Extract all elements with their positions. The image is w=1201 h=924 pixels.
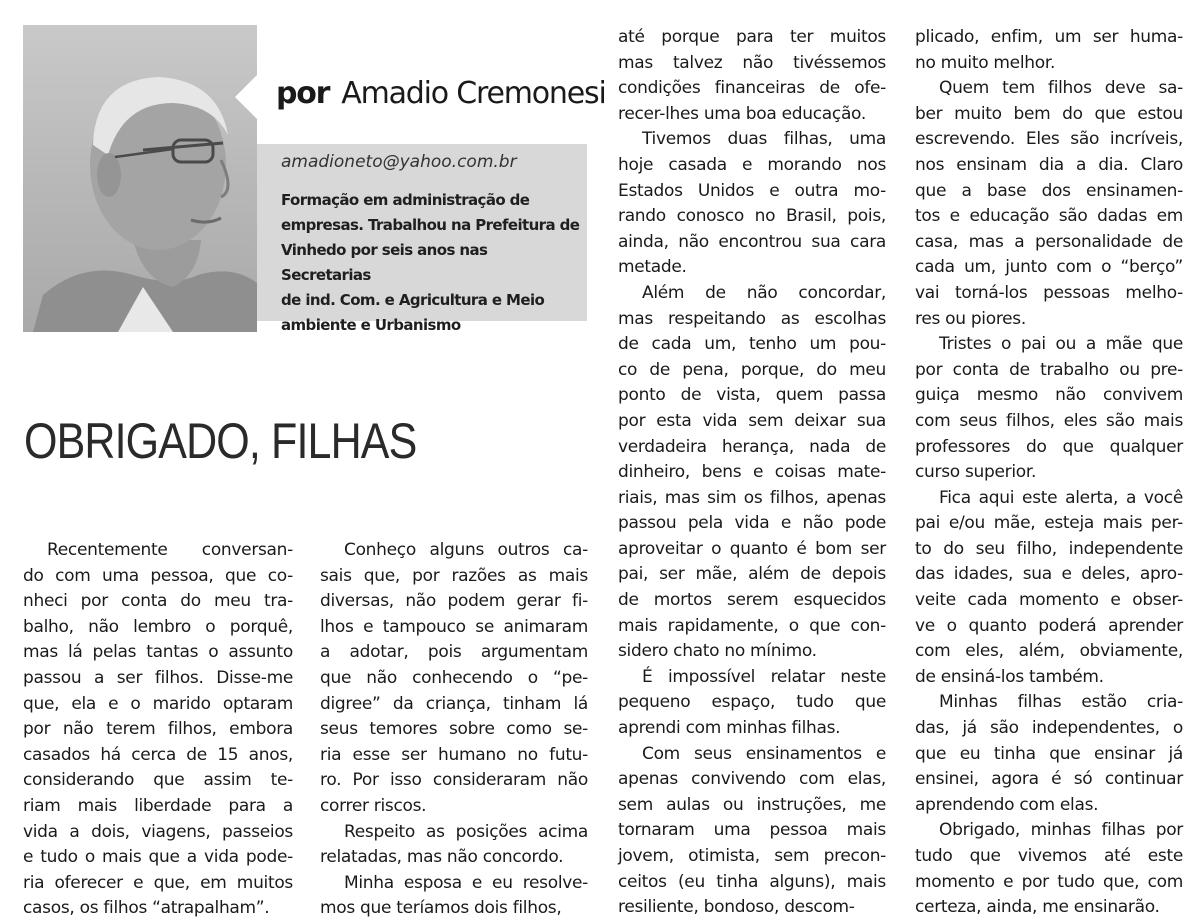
article-line: ria esse ser humano no futu- (320, 744, 588, 765)
article-line: professores do que qualquer (915, 436, 1183, 457)
author-portrait-illustration (23, 25, 257, 332)
article-line: Recentemente conversan- (47, 540, 293, 560)
article-line: hoje casada e morando nos (618, 154, 886, 175)
article-line: Com seus ensinamentos e (642, 743, 886, 764)
article-line: por conta de trabalho ou pre- (915, 359, 1183, 380)
article-column-1 (23, 538, 293, 922)
article-line: tos e educação são dadas em (915, 206, 1183, 227)
article-line: aprendi com minhas filhas. (618, 718, 841, 739)
article-line: balho, não lembro o porquê, (23, 616, 293, 637)
article-paragraph (618, 742, 886, 921)
article-line: com eles, além, obviamente, (915, 641, 1183, 662)
article-line: passou pela vida e não pode (618, 513, 886, 534)
article-paragraph (320, 538, 588, 820)
article-line: Estados Unidos e outra mo- (618, 180, 886, 201)
article-line: curso superior. (915, 462, 1037, 483)
article-line: de ensiná-los também. (915, 666, 1104, 687)
article-line: casos, os filhos “atrapalham”. (23, 898, 270, 919)
article-line: mas respeitando as escolhas (618, 308, 886, 329)
article-line: aprendendo com elas. (915, 794, 1099, 815)
article-line: veite cada momento e obser- (915, 590, 1183, 611)
article-line: por não terem filhos, embora (23, 719, 293, 740)
article-paragraph (320, 871, 588, 922)
article-line: que a base dos ensinamen- (915, 180, 1183, 201)
article-line: com seus filhos, eles são mais (915, 410, 1183, 431)
photo-notch-decoration (235, 75, 257, 119)
article-line: Além de não concordar, (642, 282, 886, 303)
article-line: nheci por conta do meu tra- (23, 591, 293, 612)
article-line: verdadeira herança, nada de (618, 436, 886, 457)
article-line: lhos e tampouco se animaram (320, 616, 588, 637)
article-line: Minha esposa e eu resolve- (344, 872, 588, 893)
article-line: Obrigado, minhas filhas por (939, 820, 1183, 841)
article-line: correr riscos. (320, 795, 427, 816)
article-line: to do seu filho, independente (915, 538, 1183, 559)
article-line: Respeito as posições acima (344, 821, 588, 842)
author-byline (276, 76, 606, 111)
article-line: momento e por tudo que, com (915, 871, 1183, 892)
article-line: casa, mas a personalidade de (915, 231, 1183, 252)
article-line: Fica aqui este alerta, a você (939, 487, 1183, 508)
article-line: É impossível relatar neste (642, 666, 886, 687)
article-line: escrevendo. Eles são incríveis, (915, 129, 1183, 150)
article-line: seus temores sobre como se- (320, 719, 588, 740)
article-line: das, já são independentes, o (915, 718, 1183, 739)
article-line: mos que teríamos dois filhos, (320, 898, 562, 919)
article-column-2 (320, 538, 588, 922)
article-line: plicado, enfim, um ser huma- (915, 27, 1183, 47)
article-line: casados há cerca de 15 anos, (23, 744, 293, 765)
article-line: Minhas filhas estão cria- (939, 692, 1183, 713)
article-paragraph (23, 538, 293, 922)
article-line: apenas convivendo com elas, (618, 769, 886, 790)
article-line: no muito melhor. (915, 52, 1056, 73)
article-line: condições financeiras de ofe- (618, 78, 886, 99)
article-line: sem aulas ou instruções, me (618, 794, 886, 815)
author-bio (281, 188, 581, 338)
article-paragraph (915, 486, 1183, 691)
article-line: jovem, otimista, sem precon- (618, 846, 886, 866)
article-line: mas lá pelas tantas o assunto (23, 642, 293, 663)
article-line: que, ela e o marido optaram (23, 693, 293, 714)
article-line: vai torná-los pessoas melho- (915, 282, 1183, 303)
article-paragraph (915, 332, 1183, 486)
article-line: considerando que assim te- (23, 770, 293, 791)
article-line: ber muito bem do que estou (915, 103, 1183, 124)
article-line: ponto de vista, quem passa (618, 385, 886, 406)
article-line: que eu tinha que ensinar já (915, 743, 1183, 764)
article-line: tudo que vivemos até este (915, 846, 1183, 866)
article-line: passou a ser filhos. Disse-me (23, 667, 293, 688)
author-name: Amadio Cremonesi (341, 76, 606, 111)
article-paragraph (618, 25, 886, 127)
article-line: Conheço alguns outros ca- (344, 540, 588, 560)
article-line: aproveitar o quanto é bom ser (618, 538, 886, 559)
article-line: ceitos (eu tinha alguns), mais (618, 871, 886, 892)
article-line: diversas, não podem gerar fi- (320, 591, 588, 612)
article-line: do com uma pessoa, que co- (23, 565, 293, 586)
article-line: riais, mas sim os filhos, apenas (618, 487, 886, 508)
article-line: sais que, por razões as mais (320, 565, 588, 586)
article-line: rando conosco no Brasil, pois, (618, 206, 886, 227)
article-line: ainda, não encontrou sua cara (618, 231, 886, 252)
article-paragraph (915, 76, 1183, 332)
article-column-4 (915, 25, 1183, 921)
article-paragraph (618, 665, 886, 742)
author-info-box (257, 144, 587, 334)
byline-prefix: por (276, 76, 330, 111)
article-line: resiliente, bondoso, descom- (618, 897, 855, 918)
article-line: guiça mesmo não convivem (915, 385, 1183, 406)
article-line: cada um, junto com o “berço” (915, 257, 1183, 278)
author-photo (23, 25, 257, 332)
article-line: a adotar, pois argumentam (320, 642, 588, 663)
article-line: até porque para ter muitos (618, 27, 886, 47)
article-paragraph (915, 818, 1183, 920)
bio-line: empresas. Trabalhou na Prefeitura de (281, 216, 580, 234)
article-line: pai e/ou mãe, esteja mais per- (915, 513, 1183, 534)
article-line: ria oferecer e que, em muitos (23, 872, 293, 893)
article-headline: OBRIGADO, FILHAS (24, 413, 417, 469)
bio-line: Vinhedo por seis anos nas Secretarias (281, 241, 488, 284)
article-line: pai, ser mãe, além de depois (618, 564, 886, 585)
article-line: ro. Por isso consideraram não (320, 770, 588, 791)
article-line: ve o quanto poderá aprender (915, 615, 1183, 636)
article-line: e tudo o mais que a vida pode- (23, 847, 293, 868)
bio-line: de ind. Com. e Agricultura e Meio (281, 291, 545, 309)
bio-line: Formação em administração de (281, 191, 530, 209)
article-line: por esta vida sem deixar sua (618, 410, 886, 431)
article-line: metade. (618, 257, 687, 278)
article-line: relatadas, mas não concordo. (320, 847, 564, 868)
bio-line: ambiente e Urbanismo (281, 316, 461, 334)
article-paragraph (915, 690, 1183, 818)
article-line: co de pena, porque, do meu (618, 359, 886, 380)
article-line: res ou piores. (915, 308, 1026, 329)
author-email[interactable]: amadioneto@yahoo.com.br (281, 152, 517, 172)
article-line: nos ensinam dia a dia. Claro (915, 154, 1183, 175)
article-line: dinheiro, bens e coisas mate- (618, 462, 886, 483)
article-line: recer-lhes uma boa educação. (618, 103, 866, 124)
article-line: de mortos serem esquecidos (618, 590, 886, 611)
article-line: certeza, ainda, me ensinarão. (915, 897, 1160, 918)
article-line: ensinei, agora é só continuar (915, 769, 1183, 790)
article-line: digree” da criança, tinham lá (320, 693, 588, 714)
article-line: das idades, sua e deles, apro- (915, 564, 1183, 585)
article-line: pequeno espaço, tudo que (618, 692, 886, 713)
article-line: sidero chato no mínimo. (618, 641, 817, 662)
article-column-3 (618, 25, 886, 921)
article-paragraph (618, 127, 886, 281)
article-line: tornaram uma pessoa mais (618, 820, 886, 841)
article-line: Quem tem filhos deve sa- (939, 78, 1183, 99)
article-paragraph (618, 281, 886, 665)
article-line: mas talvez não tivéssemos (618, 52, 886, 73)
article-line: mais rapidamente, o que con- (618, 615, 886, 636)
article-line: vida a dois, viagens, passeios (23, 821, 293, 842)
article-line: Tivemos duas filhas, uma (642, 129, 886, 150)
article-line: que não conhecendo o “pe- (320, 667, 588, 688)
article-line: Tristes o pai ou a mãe que (939, 334, 1183, 355)
article-line: riam mais liberdade para a (23, 795, 293, 816)
article-line: de cada um, tenho um pou- (618, 334, 886, 355)
article-paragraph (320, 820, 588, 871)
article-paragraph (915, 25, 1183, 76)
